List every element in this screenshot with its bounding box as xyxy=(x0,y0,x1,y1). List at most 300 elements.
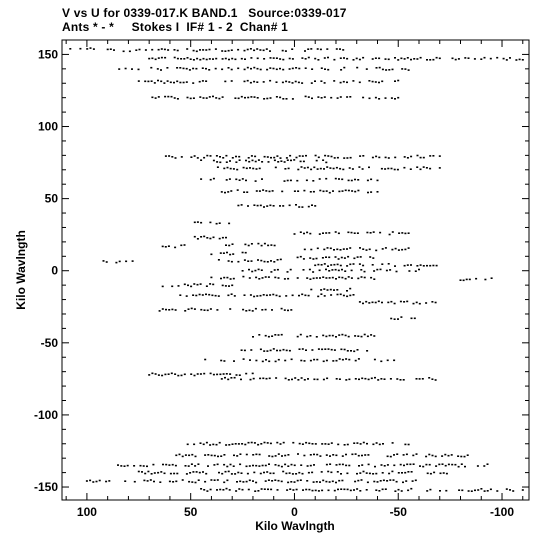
uv-point xyxy=(426,167,428,169)
uv-point xyxy=(285,81,287,83)
uv-point xyxy=(174,49,176,51)
uv-point xyxy=(225,237,227,239)
uv-point xyxy=(457,455,459,457)
uv-point xyxy=(314,80,316,82)
uv-point xyxy=(289,488,291,490)
uv-point xyxy=(370,179,372,181)
uv-point xyxy=(147,81,149,83)
uv-point xyxy=(276,81,278,83)
uv-point xyxy=(401,68,403,70)
uv-point xyxy=(148,58,150,60)
uv-point xyxy=(391,97,393,99)
uv-point xyxy=(264,156,266,158)
uv-point xyxy=(352,80,354,82)
uv-point xyxy=(194,222,196,224)
uv-point xyxy=(400,301,402,303)
uv-point xyxy=(284,180,286,182)
uv-point xyxy=(194,155,196,157)
uv-point xyxy=(252,310,254,312)
uv-point xyxy=(404,472,406,474)
uv-point xyxy=(428,377,430,379)
uv-point xyxy=(329,463,331,465)
uv-point xyxy=(103,260,105,262)
uv-point xyxy=(284,278,286,280)
uv-point xyxy=(267,261,269,263)
uv-point xyxy=(266,378,268,380)
uv-point xyxy=(268,455,270,457)
uv-point xyxy=(127,465,129,467)
uv-point xyxy=(433,472,435,474)
uv-point xyxy=(207,310,209,312)
uv-point xyxy=(154,472,156,474)
uv-point xyxy=(216,374,218,376)
uv-point xyxy=(249,465,251,467)
uv-point xyxy=(300,360,302,362)
uv-point xyxy=(208,294,210,296)
uv-point xyxy=(249,359,251,361)
uv-point xyxy=(281,334,283,336)
uv-point xyxy=(282,50,284,52)
uv-point xyxy=(244,58,246,60)
uv-point xyxy=(164,57,166,59)
uv-point xyxy=(319,455,321,457)
uv-point xyxy=(381,464,383,466)
uv-point xyxy=(309,257,311,259)
uv-point xyxy=(213,178,215,180)
uv-point xyxy=(429,265,431,267)
uv-point xyxy=(235,490,237,492)
uv-point xyxy=(280,160,282,162)
uv-point xyxy=(209,222,211,224)
uv-point xyxy=(184,284,186,286)
uv-point xyxy=(324,96,326,98)
uv-point xyxy=(435,465,437,467)
uv-point xyxy=(150,67,152,69)
uv-point xyxy=(301,82,303,84)
uv-point xyxy=(224,192,226,194)
uv-point xyxy=(423,157,425,159)
uv-point xyxy=(295,204,297,206)
uv-point xyxy=(342,464,344,466)
uv-point xyxy=(176,473,178,475)
uv-point xyxy=(408,270,410,272)
uv-point xyxy=(364,454,366,456)
uv-point xyxy=(260,473,262,475)
uv-point xyxy=(313,167,315,169)
uv-point xyxy=(223,373,225,375)
uv-point xyxy=(158,374,160,376)
uv-point xyxy=(205,49,207,51)
uv-point xyxy=(234,295,236,297)
uv-point xyxy=(138,69,140,71)
uv-point xyxy=(326,360,328,362)
uv-point xyxy=(202,67,204,69)
uv-point xyxy=(313,454,315,456)
y-axis-ticks xyxy=(34,47,529,494)
uv-point xyxy=(206,155,208,157)
uv-point xyxy=(373,231,375,233)
uv-point xyxy=(141,471,143,473)
uv-point xyxy=(357,480,359,482)
uv-point xyxy=(340,349,342,351)
uv-point xyxy=(288,81,290,83)
uv-point xyxy=(235,156,237,158)
uv-point xyxy=(403,301,405,303)
uv-point xyxy=(394,169,396,171)
uv-point xyxy=(278,465,280,467)
uv-point xyxy=(247,67,249,69)
uv-point xyxy=(402,482,404,484)
uv-point xyxy=(285,473,287,475)
uv-point xyxy=(258,159,260,161)
uv-point xyxy=(306,180,308,182)
uv-point xyxy=(274,334,276,336)
uv-point xyxy=(255,277,257,279)
uv-point xyxy=(357,349,359,351)
uv-point xyxy=(312,258,314,260)
uv-point xyxy=(253,204,255,206)
uv-point xyxy=(210,254,212,256)
uv-point xyxy=(362,265,364,267)
uv-point xyxy=(180,245,182,247)
uv-point xyxy=(247,473,249,475)
uv-point xyxy=(263,472,265,474)
uv-point xyxy=(313,191,315,193)
uv-point xyxy=(397,59,399,61)
uv-point xyxy=(422,466,424,468)
uv-point xyxy=(338,334,340,336)
uv-point xyxy=(345,278,347,280)
uv-point xyxy=(451,454,453,456)
uv-point xyxy=(300,256,302,258)
uv-point xyxy=(435,302,437,304)
uv-point xyxy=(376,269,378,271)
uv-point xyxy=(361,455,363,457)
uv-point xyxy=(231,49,233,51)
uv-point xyxy=(250,48,252,50)
uv-point xyxy=(304,50,306,52)
uv-point xyxy=(211,295,213,297)
uv-point xyxy=(392,231,394,233)
uv-point xyxy=(439,490,441,492)
uv-point xyxy=(354,232,356,234)
uv-point xyxy=(333,168,335,170)
uv-point xyxy=(347,444,349,446)
uv-point xyxy=(203,236,205,238)
uv-point xyxy=(313,379,315,381)
uv-point xyxy=(393,479,395,481)
uv-point xyxy=(219,489,221,491)
uv-point xyxy=(509,57,511,59)
uv-point xyxy=(209,58,211,60)
uv-point xyxy=(356,442,358,444)
uv-point xyxy=(474,490,476,492)
uv-point xyxy=(390,318,392,320)
uv-point xyxy=(347,489,349,491)
uv-point xyxy=(190,58,192,60)
uv-point xyxy=(377,191,379,193)
uv-point xyxy=(346,265,348,267)
uv-point xyxy=(194,308,196,310)
uv-point xyxy=(264,442,266,444)
uv-point xyxy=(302,443,304,445)
uv-point xyxy=(270,489,272,491)
uv-point xyxy=(263,81,265,83)
uv-point xyxy=(346,248,348,250)
uv-point xyxy=(306,232,308,234)
uv-point xyxy=(239,179,241,181)
uv-point xyxy=(373,335,375,337)
uv-point xyxy=(227,167,229,169)
uv-point xyxy=(404,265,406,267)
uv-point xyxy=(336,167,338,169)
uv-point xyxy=(200,222,202,224)
uv-point xyxy=(171,309,173,311)
uv-point xyxy=(217,166,219,168)
uv-point xyxy=(168,245,170,247)
uv-point xyxy=(231,285,233,287)
uv-point xyxy=(252,373,254,375)
uv-point xyxy=(225,155,227,157)
uv-point xyxy=(406,464,408,466)
uv-point xyxy=(367,192,369,194)
uv-point xyxy=(378,58,380,60)
uv-point xyxy=(390,301,392,303)
uv-point xyxy=(271,309,273,311)
uv-point xyxy=(219,442,221,444)
uv-point xyxy=(410,168,412,170)
uv-point xyxy=(299,443,301,445)
uv-point xyxy=(251,260,253,262)
uv-point xyxy=(323,379,325,381)
uv-point xyxy=(311,82,313,84)
uv-point xyxy=(288,379,290,381)
uv-point xyxy=(369,473,371,475)
uv-point xyxy=(464,57,466,59)
uv-point xyxy=(300,161,302,163)
uv-point xyxy=(318,348,320,350)
uv-point xyxy=(362,168,364,170)
uv-point xyxy=(301,294,303,296)
uv-point xyxy=(198,479,200,481)
uv-point xyxy=(363,442,365,444)
uv-point xyxy=(466,279,468,281)
uv-point xyxy=(224,377,226,379)
uv-point xyxy=(330,264,332,266)
uv-point xyxy=(375,473,377,475)
uv-point xyxy=(272,190,274,192)
uv-point xyxy=(279,97,281,99)
uv-point xyxy=(177,58,179,60)
uv-point xyxy=(192,471,194,473)
uv-point xyxy=(352,168,354,170)
uv-point xyxy=(407,471,409,473)
uv-point xyxy=(469,279,471,281)
uv-point xyxy=(106,261,108,263)
uv-point xyxy=(347,350,349,352)
uv-point xyxy=(323,168,325,170)
uv-point xyxy=(248,489,250,491)
uv-point xyxy=(160,471,162,473)
uv-point xyxy=(190,286,192,288)
uv-point xyxy=(228,50,230,52)
uv-point xyxy=(273,348,275,350)
uv-point xyxy=(367,336,369,338)
uv-point xyxy=(336,378,338,380)
uv-point xyxy=(232,157,234,159)
uv-point xyxy=(355,453,357,455)
uv-point xyxy=(446,473,448,475)
uv-point xyxy=(392,442,394,444)
uv-point xyxy=(359,472,361,474)
uv-point xyxy=(255,465,257,467)
uv-point xyxy=(451,464,453,466)
uv-point xyxy=(346,290,348,292)
uv-point xyxy=(362,155,364,157)
uv-point xyxy=(234,473,236,475)
uv-point xyxy=(202,49,204,51)
uv-point xyxy=(248,245,250,247)
uv-point xyxy=(203,489,205,491)
uv-point xyxy=(308,57,310,59)
uv-point xyxy=(335,278,337,280)
uv-point xyxy=(368,167,370,169)
uv-point xyxy=(182,479,184,481)
uv-point xyxy=(477,489,479,491)
uv-point xyxy=(321,471,323,473)
uv-point xyxy=(436,265,438,267)
x-tick-label: -100 xyxy=(490,505,515,519)
uv-point xyxy=(234,59,236,61)
uv-point xyxy=(348,379,350,381)
uv-point xyxy=(273,205,275,207)
uv-point xyxy=(357,278,359,280)
uv-point xyxy=(274,245,276,247)
uv-point xyxy=(199,81,201,83)
uv-point xyxy=(312,443,314,445)
uv-point xyxy=(151,58,153,60)
uv-point xyxy=(318,157,320,159)
uv-point xyxy=(328,443,330,445)
uv-point xyxy=(496,490,498,492)
uv-point xyxy=(403,167,405,169)
uv-point xyxy=(342,455,344,457)
uv-point xyxy=(207,454,209,456)
uv-point xyxy=(250,379,252,381)
uv-point xyxy=(385,69,387,71)
uv-point xyxy=(226,277,228,279)
uv-point xyxy=(368,302,370,304)
uv-point xyxy=(252,160,254,162)
uv-point xyxy=(324,155,326,157)
uv-point xyxy=(366,489,368,491)
uv-point xyxy=(232,243,234,245)
uv-point xyxy=(171,373,173,375)
uv-point xyxy=(278,480,280,482)
uv-point xyxy=(341,269,343,271)
uv-point xyxy=(337,444,339,446)
uv-point xyxy=(230,278,232,280)
uv-point xyxy=(311,204,313,206)
uv-point xyxy=(386,480,388,482)
uv-point xyxy=(193,50,195,52)
uv-point xyxy=(292,295,294,297)
uv-point xyxy=(388,263,390,265)
uv-point xyxy=(322,276,324,278)
uv-point xyxy=(140,465,142,467)
uv-point xyxy=(336,249,338,251)
uv-point xyxy=(253,472,255,474)
uv-point xyxy=(218,295,220,297)
uv-point xyxy=(364,271,366,273)
uv-point xyxy=(342,359,344,361)
uv-point xyxy=(306,336,308,338)
uv-point xyxy=(335,455,337,457)
uv-point xyxy=(202,80,204,82)
uv-point xyxy=(416,166,418,168)
uv-point xyxy=(274,479,276,481)
uv-point xyxy=(429,168,431,170)
uv-point xyxy=(468,490,470,492)
uv-point xyxy=(319,270,321,272)
y-axis-label: Kilo Wavlngth xyxy=(14,230,28,310)
uv-point xyxy=(335,482,337,484)
uv-point xyxy=(307,48,309,50)
uv-point xyxy=(356,58,358,60)
uv-point xyxy=(408,247,410,249)
uv-point xyxy=(269,378,271,380)
x-axis-ticks xyxy=(66,40,523,519)
uv-point xyxy=(215,68,217,70)
uv-point xyxy=(193,97,195,99)
uv-point xyxy=(300,464,302,466)
uv-point xyxy=(403,454,405,456)
uv-point xyxy=(226,466,228,468)
uv-point xyxy=(164,49,166,51)
uv-point xyxy=(287,159,289,161)
uv-point xyxy=(223,277,225,279)
uv-point xyxy=(363,471,365,473)
uv-point xyxy=(390,456,392,458)
uv-point xyxy=(429,59,431,61)
uv-point xyxy=(244,294,246,296)
uv-point xyxy=(343,57,345,59)
uv-point xyxy=(221,191,223,193)
uv-point xyxy=(395,248,397,250)
uv-point xyxy=(346,157,348,159)
uv-point xyxy=(343,81,345,83)
uv-point xyxy=(203,97,205,99)
uv-point xyxy=(256,48,258,50)
uv-point xyxy=(315,443,317,445)
uv-point xyxy=(241,349,243,351)
uv-point xyxy=(217,479,219,481)
uv-point xyxy=(245,252,247,254)
uv-point xyxy=(310,454,312,456)
uv-point xyxy=(339,378,341,380)
uv-point xyxy=(348,190,350,192)
uv-point xyxy=(440,473,442,475)
uv-point xyxy=(292,98,294,100)
uv-point xyxy=(262,189,264,191)
uv-point xyxy=(246,481,248,483)
uv-point xyxy=(300,231,302,233)
uv-point xyxy=(165,155,167,157)
uv-point xyxy=(200,442,202,444)
uv-point xyxy=(325,277,327,279)
uv-point xyxy=(313,464,315,466)
uv-point xyxy=(259,378,261,380)
